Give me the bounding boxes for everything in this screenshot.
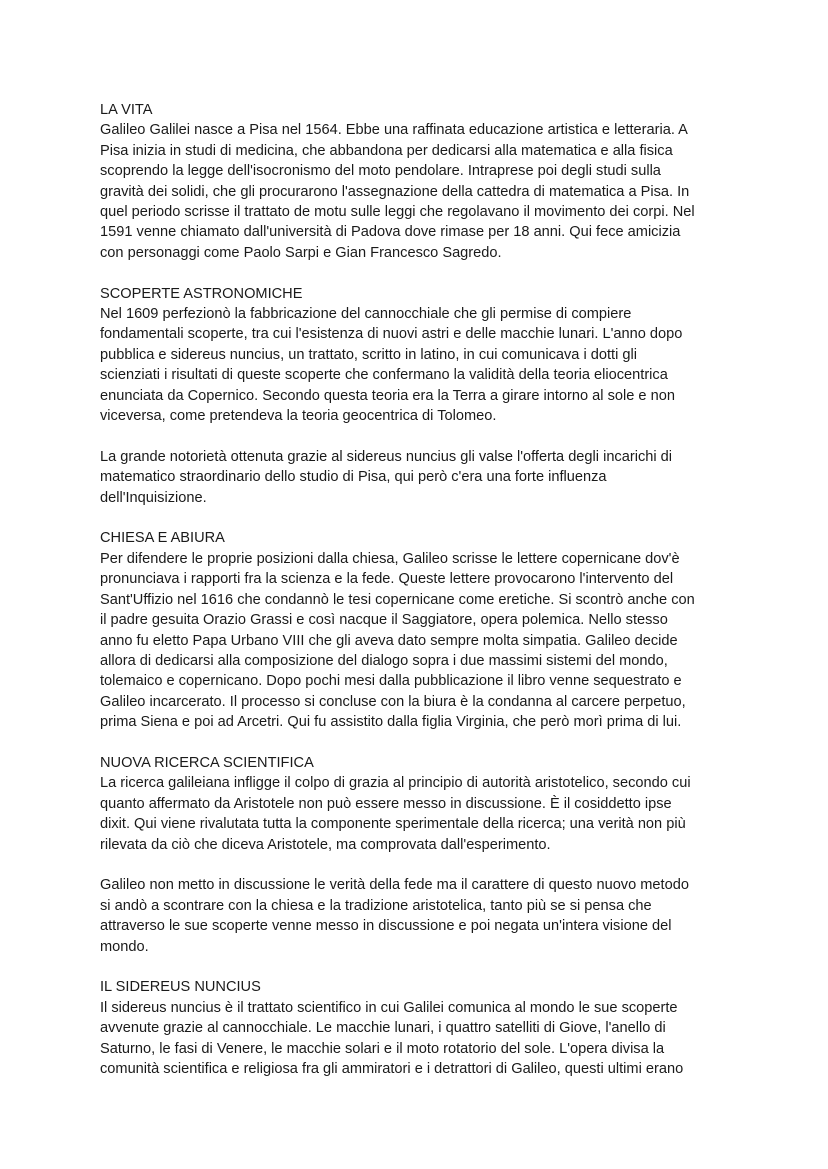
paragraph bbox=[100, 447, 730, 508]
text-line: attraverso le sue scoperte venne messo in discussione e poi negata un'intera visione del bbox=[100, 918, 672, 935]
text-line: gravità dei solidi, che gli procurarono l'assegnazione della cattedra di matematica a Pisa. In bbox=[100, 183, 690, 200]
paragraph bbox=[100, 304, 730, 426]
text-line: La ricerca galileiana infligge il colpo di grazia al principio di autorità aristotelico, secondo cui bbox=[100, 775, 691, 792]
paragraph bbox=[100, 549, 730, 733]
text-line: scienziati i risultati di queste scoperte che confermano la validità della teoria eliocentrica bbox=[100, 367, 668, 384]
text-line: rilevata da ciò che diceva Aristotele, ma comprovata dall'esperimento. bbox=[100, 836, 551, 853]
text-line: Galileo Galilei nasce a Pisa nel 1564. Ebbe una raffinata educazione artistica e letteraria. A bbox=[100, 122, 688, 139]
text-line: Il sidereus nuncius è il trattato scientifico in cui Galilei comunica al mondo le sue scoperte bbox=[100, 999, 678, 1016]
text-line: prima Siena e poi ad Arcetri. Qui fu assistito dalla figlia Virginia, che però morì prima di lui. bbox=[100, 714, 682, 731]
paragraph bbox=[100, 773, 730, 855]
paragraph bbox=[100, 120, 730, 263]
text-line: mondo. bbox=[100, 938, 149, 955]
text-line: Galileo non metto in discussione le verità della fede ma il carattere di questo nuovo metodo bbox=[100, 877, 689, 894]
section-title: SCOPERTE ASTRONOMICHE bbox=[100, 285, 303, 302]
text-line: si andò a scontrare con la chiesa e la tradizione aristotelica, tanto più se si pensa che bbox=[100, 897, 652, 914]
paragraph bbox=[100, 998, 730, 1080]
text-line: dixit. Qui viene rivalutata tutta la componente sperimentale della ricerca; una verità non più bbox=[100, 816, 686, 833]
text-line: 1591 venne chiamato dall'università di Padova dove rimase per 18 anni. Qui fece amicizia bbox=[100, 224, 681, 241]
spacer bbox=[100, 426, 730, 446]
paragraph bbox=[100, 875, 730, 957]
text-line: comunità scientifica e religiosa fra gli ammiratori e i detrattori di Galileo, questi ultimi erano bbox=[100, 1061, 684, 1077]
text-line: fondamentali scoperte, tra cui l'esistenza di nuovi astri e delle macchie lunari. L'anno dopo bbox=[100, 326, 683, 343]
text-line: Sant'Uffizio nel 1616 che condannò le tesi copernicane come eretiche. Si scontrò anche con bbox=[100, 591, 695, 608]
section-nuova-ricerca-scientifica bbox=[100, 753, 730, 957]
text-line: il padre gesuita Orazio Grassi e così nacque il Saggiatore, opera polemica. Nello stesso bbox=[100, 612, 668, 629]
spacer bbox=[100, 733, 730, 753]
document-page bbox=[100, 100, 730, 1079]
section-il-sidereus-nuncius bbox=[100, 977, 730, 1079]
section-title: LA VITA bbox=[100, 102, 153, 118]
text-line: matematico straordinario dello studio di Pisa, qui però c'era una forte influenza bbox=[100, 469, 607, 486]
text-line: viceversa, come pretendeva la teoria geocentrica di Tolomeo. bbox=[100, 408, 497, 425]
text-line: Saturno, le fasi di Venere, le macchie solari e il moto rotatorio del sole. L'opera divisa la bbox=[100, 1040, 665, 1057]
section-chiesa-e-abiura bbox=[100, 528, 730, 732]
section-title: IL SIDEREUS NUNCIUS bbox=[100, 979, 261, 996]
text-line: enunciata da Copernico. Secondo questa teoria era la Terra a girare intorno al sole e non bbox=[100, 387, 675, 404]
section-title: CHIESA E ABIURA bbox=[100, 530, 225, 547]
text-line: allora di dedicarsi alla composizione del dialogo sopra i due massimi sistemi del mondo, bbox=[100, 652, 668, 669]
section-la-vita bbox=[100, 100, 730, 263]
text-line: avvenute grazie al cannocchiale. Le macchie lunari, i quattro satelliti di Giove, l'anello di bbox=[100, 1020, 666, 1037]
section-title: NUOVA RICERCA SCIENTIFICA bbox=[100, 754, 314, 771]
text-line: pubblica e sidereus nuncius, un trattato, scritto in latino, in cui comunicava i dotti gli bbox=[100, 346, 638, 363]
text-line: tolemaico e copernicano. Dopo pochi mesi dalla pubblicazione il libro venne sequestrato e bbox=[100, 673, 682, 690]
text-line: La grande notorietà ottenuta grazie al sidereus nuncius gli valse l'offerta degli incarichi di bbox=[100, 448, 673, 465]
text-line: quanto affermato da Aristotele non può essere messo in discussione. È il cosiddetto ipse bbox=[100, 795, 672, 812]
text-line: anno fu eletto Papa Urbano VIII che gli aveva dato sempre molta simpatia. Galileo decide bbox=[100, 632, 678, 649]
text-line: dell'Inquisizione. bbox=[100, 489, 207, 506]
text-line: Pisa inizia in studi di medicina, che abbandona per dedicarsi alla matematica e alla fisica bbox=[100, 142, 673, 159]
spacer bbox=[100, 263, 730, 283]
section-scoperte-astronomiche bbox=[100, 284, 730, 508]
spacer bbox=[100, 508, 730, 528]
spacer bbox=[100, 855, 730, 875]
spacer bbox=[100, 957, 730, 977]
text-line: Galileo incarcerato. Il processo si concluse con la biura è la condanna al carcere perpetuo, bbox=[100, 693, 686, 710]
text-line: Nel 1609 perfezionò la fabbricazione del cannocchiale che gli permise di compiere bbox=[100, 306, 632, 323]
text-line: con personaggi come Paolo Sarpi e Gian Francesco Sagredo. bbox=[100, 244, 502, 261]
text-line: pronunciava i rapporti fra la scienza e la fede. Queste lettere provocarono l'intervento del bbox=[100, 571, 674, 588]
text-line: quel periodo scrisse il trattato de motu sulle leggi che regolavano il movimento dei corpi. Nel bbox=[100, 204, 695, 221]
text-line: Per difendere le proprie posizioni dalla chiesa, Galileo scrisse le lettere copernicane dov'è bbox=[100, 550, 680, 567]
text-line: scoprendo la legge dell'isocronismo del moto pendolare. Intraprese poi degli studi sulla bbox=[100, 163, 661, 180]
